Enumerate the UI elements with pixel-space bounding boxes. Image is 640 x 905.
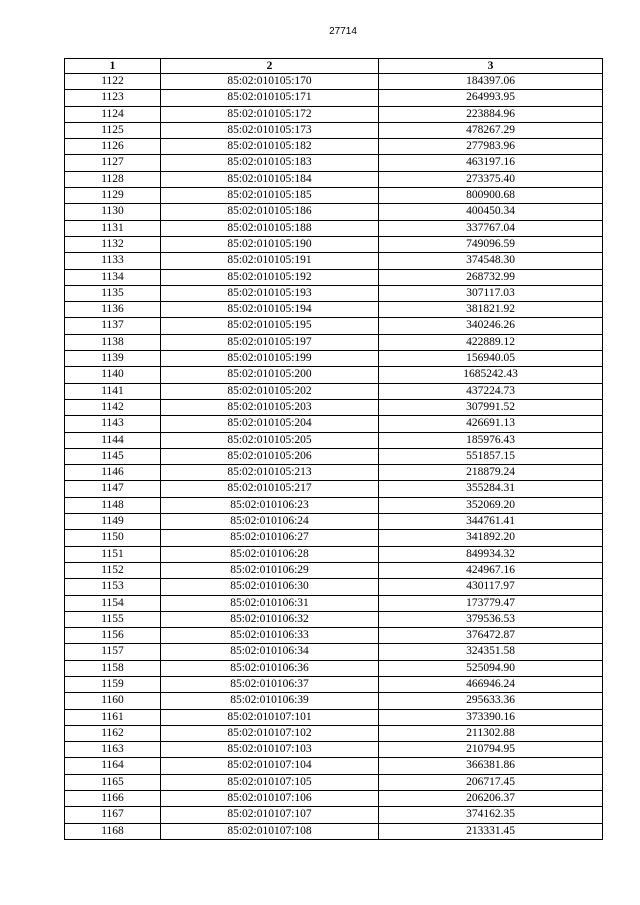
value-cell: 324351.58 [379,644,603,660]
row-number-cell: 1145 [65,448,161,464]
row-number-cell: 1154 [65,595,161,611]
table-row [65,188,603,204]
cadastral-number-cell: 85:02:010105:195 [161,318,379,334]
table-row [65,236,603,252]
value-cell: 307991.52 [379,399,603,415]
cadastral-number-cell: 85:02:010106:24 [161,514,379,530]
cadastral-number-cell: 85:02:010106:39 [161,693,379,709]
cadastral-number-cell: 85:02:010106:29 [161,562,379,578]
table-row [65,448,603,464]
cadastral-number-cell: 85:02:010105:204 [161,416,379,432]
row-number-cell: 1167 [65,807,161,823]
cadastral-number-cell: 85:02:010105:213 [161,465,379,481]
cadastral-number-cell: 85:02:010106:31 [161,595,379,611]
row-number-cell: 1132 [65,236,161,252]
table-row [65,791,603,807]
row-number-cell: 1157 [65,644,161,660]
value-cell: 218879.24 [379,465,603,481]
cadastral-number-cell: 85:02:010105:188 [161,220,379,236]
value-cell: 466946.24 [379,676,603,692]
table-row [65,351,603,367]
row-number-cell: 1128 [65,171,161,187]
table-row [65,611,603,627]
row-number-cell: 1155 [65,611,161,627]
value-cell: 295633.36 [379,693,603,709]
row-number-cell: 1151 [65,546,161,562]
value-cell: 264993.95 [379,90,603,106]
value-cell: 426691.13 [379,416,603,432]
row-number-cell: 1153 [65,579,161,595]
table-row [65,497,603,513]
cadastral-number-cell: 85:02:010105:199 [161,351,379,367]
cadastral-number-cell: 85:02:010105:186 [161,204,379,220]
value-cell: 277983.96 [379,139,603,155]
table-row [65,758,603,774]
table-row [65,399,603,415]
cadastral-number-cell: 85:02:010106:36 [161,660,379,676]
cadastral-number-cell: 85:02:010107:107 [161,807,379,823]
cadastral-number-cell: 85:02:010105:185 [161,188,379,204]
table-row [65,334,603,350]
table-row [65,823,603,839]
row-number-cell: 1135 [65,285,161,301]
table-row [65,253,603,269]
value-cell: 341892.20 [379,530,603,546]
table-body [65,74,603,840]
value-cell: 849934.32 [379,546,603,562]
row-number-cell: 1164 [65,758,161,774]
table-row [65,807,603,823]
row-number-cell: 1140 [65,367,161,383]
value-cell: 206206.37 [379,791,603,807]
data-table [64,58,603,840]
value-cell: 185976.43 [379,432,603,448]
cadastral-number-cell: 85:02:010106:28 [161,546,379,562]
table-row [65,171,603,187]
table-row [65,693,603,709]
cadastral-number-cell: 85:02:010106:34 [161,644,379,660]
row-number-cell: 1156 [65,628,161,644]
cadastral-number-cell: 85:02:010105:191 [161,253,379,269]
table-header-row [65,59,603,74]
row-number-cell: 1136 [65,302,161,318]
row-number-cell: 1138 [65,334,161,350]
table-row [65,285,603,301]
column-header: 3 [379,59,603,74]
value-cell: 340246.26 [379,318,603,334]
cadastral-number-cell: 85:02:010105:206 [161,448,379,464]
value-cell: 376472.87 [379,628,603,644]
cadastral-number-cell: 85:02:010105:183 [161,155,379,171]
cadastral-number-cell: 85:02:010105:193 [161,285,379,301]
table-row [65,595,603,611]
value-cell: 223884.96 [379,106,603,122]
table-row [65,514,603,530]
cadastral-number-cell: 85:02:010105:203 [161,399,379,415]
table-row [65,465,603,481]
table-row [65,220,603,236]
table-row [65,774,603,790]
table-row [65,90,603,106]
row-number-cell: 1149 [65,514,161,530]
value-cell: 424967.16 [379,562,603,578]
table-row [65,416,603,432]
cadastral-number-cell: 85:02:010106:23 [161,497,379,513]
column-header: 1 [65,59,161,74]
row-number-cell: 1137 [65,318,161,334]
table-row [65,676,603,692]
value-cell: 213331.45 [379,823,603,839]
page-number: 27714 [329,26,357,37]
cadastral-number-cell: 85:02:010107:106 [161,791,379,807]
cadastral-number-cell: 85:02:010106:37 [161,676,379,692]
row-number-cell: 1165 [65,774,161,790]
row-number-cell: 1126 [65,139,161,155]
table-row [65,106,603,122]
table-row [65,383,603,399]
row-number-cell: 1122 [65,74,161,90]
value-cell: 749096.59 [379,236,603,252]
value-cell: 352069.20 [379,497,603,513]
value-cell: 156940.05 [379,351,603,367]
cadastral-number-cell: 85:02:010105:182 [161,139,379,155]
table-row [65,579,603,595]
value-cell: 437224.73 [379,383,603,399]
value-cell: 344761.41 [379,514,603,530]
cadastral-number-cell: 85:02:010105:197 [161,334,379,350]
row-number-cell: 1130 [65,204,161,220]
value-cell: 268732.99 [379,269,603,285]
value-cell: 379536.53 [379,611,603,627]
row-number-cell: 1159 [65,676,161,692]
row-number-cell: 1152 [65,562,161,578]
value-cell: 355284.31 [379,481,603,497]
cadastral-number-cell: 85:02:010105:190 [161,236,379,252]
table-row [65,725,603,741]
row-number-cell: 1144 [65,432,161,448]
row-number-cell: 1133 [65,253,161,269]
cadastral-number-cell: 85:02:010106:32 [161,611,379,627]
value-cell: 374162.35 [379,807,603,823]
table-row [65,204,603,220]
column-header: 2 [161,59,379,74]
cadastral-number-cell: 85:02:010105:217 [161,481,379,497]
cadastral-number-cell: 85:02:010105:194 [161,302,379,318]
value-cell: 337767.04 [379,220,603,236]
row-number-cell: 1150 [65,530,161,546]
cadastral-number-cell: 85:02:010105:172 [161,106,379,122]
cadastral-number-cell: 85:02:010107:103 [161,742,379,758]
table-row [65,318,603,334]
value-cell: 422889.12 [379,334,603,350]
cadastral-number-cell: 85:02:010105:171 [161,90,379,106]
cadastral-number-cell: 85:02:010105:205 [161,432,379,448]
cadastral-number-cell: 85:02:010105:170 [161,74,379,90]
value-cell: 273375.40 [379,171,603,187]
value-cell: 381821.92 [379,302,603,318]
row-number-cell: 1142 [65,399,161,415]
row-number-cell: 1158 [65,660,161,676]
row-number-cell: 1139 [65,351,161,367]
row-number-cell: 1134 [65,269,161,285]
row-number-cell: 1125 [65,122,161,138]
row-number-cell: 1147 [65,481,161,497]
row-number-cell: 1129 [65,188,161,204]
cadastral-number-cell: 85:02:010107:108 [161,823,379,839]
row-number-cell: 1146 [65,465,161,481]
table-row [65,302,603,318]
value-cell: 173779.47 [379,595,603,611]
cadastral-number-cell: 85:02:010105:202 [161,383,379,399]
cadastral-number-cell: 85:02:010105:200 [161,367,379,383]
row-number-cell: 1166 [65,791,161,807]
cadastral-number-cell: 85:02:010105:173 [161,122,379,138]
row-number-cell: 1124 [65,106,161,122]
cadastral-number-cell: 85:02:010107:102 [161,725,379,741]
value-cell: 206717.45 [379,774,603,790]
value-cell: 463197.16 [379,155,603,171]
table-row [65,660,603,676]
table-row [65,742,603,758]
table-row [65,432,603,448]
table-row [65,644,603,660]
cadastral-number-cell: 85:02:010107:101 [161,709,379,725]
table-row [65,139,603,155]
value-cell: 184397.06 [379,74,603,90]
row-number-cell: 1161 [65,709,161,725]
value-cell: 525094.90 [379,660,603,676]
table-row [65,155,603,171]
value-cell: 400450.34 [379,204,603,220]
row-number-cell: 1163 [65,742,161,758]
cadastral-number-cell: 85:02:010107:104 [161,758,379,774]
table-row [65,709,603,725]
value-cell: 478267.29 [379,122,603,138]
cadastral-number-cell: 85:02:010106:27 [161,530,379,546]
value-cell: 211302.88 [379,725,603,741]
table-row [65,546,603,562]
table-row [65,530,603,546]
value-cell: 1685242.43 [379,367,603,383]
value-cell: 366381.86 [379,758,603,774]
table-row [65,562,603,578]
value-cell: 307117.03 [379,285,603,301]
table-row [65,269,603,285]
table-row [65,122,603,138]
cadastral-number-cell: 85:02:010106:33 [161,628,379,644]
cadastral-number-cell: 85:02:010105:184 [161,171,379,187]
row-number-cell: 1127 [65,155,161,171]
row-number-cell: 1123 [65,90,161,106]
value-cell: 430117.97 [379,579,603,595]
value-cell: 210794.95 [379,742,603,758]
row-number-cell: 1162 [65,725,161,741]
value-cell: 800900.68 [379,188,603,204]
table-row [65,367,603,383]
table-row [65,481,603,497]
row-number-cell: 1160 [65,693,161,709]
cadastral-number-cell: 85:02:010105:192 [161,269,379,285]
table-row [65,628,603,644]
value-cell: 374548.30 [379,253,603,269]
cadastral-number-cell: 85:02:010107:105 [161,774,379,790]
row-number-cell: 1143 [65,416,161,432]
table-row [65,74,603,90]
row-number-cell: 1141 [65,383,161,399]
value-cell: 373390.16 [379,709,603,725]
value-cell: 551857.15 [379,448,603,464]
row-number-cell: 1148 [65,497,161,513]
row-number-cell: 1131 [65,220,161,236]
cadastral-number-cell: 85:02:010106:30 [161,579,379,595]
row-number-cell: 1168 [65,823,161,839]
